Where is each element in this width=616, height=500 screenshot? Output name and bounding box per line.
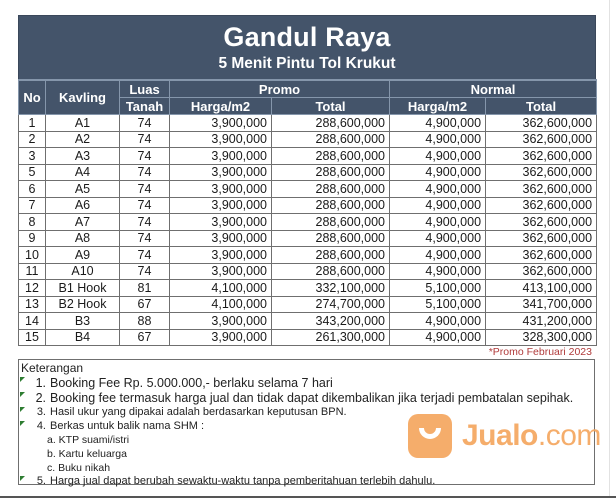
cell-luas: 74: [120, 214, 170, 231]
comment-marker-icon: [20, 407, 25, 412]
cell-promo-total: 261,300,000: [272, 329, 390, 346]
note-number: 2.: [35, 391, 46, 405]
cell-normal-total: 328,300,000: [486, 329, 597, 346]
cell-promo-harga: 3,900,000: [170, 329, 272, 346]
jualo-watermark: [408, 414, 601, 458]
cell-promo-harga: 3,900,000: [170, 164, 272, 181]
comment-marker-icon: [20, 377, 25, 382]
smile-icon: [408, 414, 452, 458]
table-row: [19, 329, 597, 346]
table-row: [19, 247, 597, 264]
cell-promo-harga: 3,900,000: [170, 115, 272, 132]
notes-heading: Keterangan: [21, 361, 84, 375]
cell-luas: 67: [120, 296, 170, 313]
cell-luas: 88: [120, 313, 170, 330]
table-row: [19, 230, 597, 247]
cell-kavling: A3: [46, 148, 120, 165]
cell-kavling: A9: [46, 247, 120, 264]
note-number: 1.: [35, 376, 46, 390]
cell-promo-total: 288,600,000: [272, 263, 390, 280]
price-sheet: [18, 15, 596, 346]
col-header-kavling: Kavling: [46, 80, 120, 115]
cell-normal-harga: 4,900,000: [390, 247, 486, 264]
cell-kavling: B4: [46, 329, 120, 346]
comment-marker-icon: [20, 392, 25, 397]
comment-marker-icon: [20, 421, 25, 426]
cell-kavling: A5: [46, 181, 120, 198]
note-subitem: c. Buku nikah: [47, 462, 111, 474]
cell-kavling: A6: [46, 197, 120, 214]
cell-promo-total: 274,700,000: [272, 296, 390, 313]
table-row: [19, 115, 597, 132]
cell-normal-total: 362,600,000: [486, 247, 597, 264]
cell-luas: 74: [120, 181, 170, 198]
title-block: [18, 15, 596, 79]
table-row: [19, 263, 597, 280]
cell-normal-total: 362,600,000: [486, 131, 597, 148]
table-row: [19, 197, 597, 214]
cell-no: 7: [19, 197, 46, 214]
page-title: Gandul Raya: [223, 22, 391, 52]
cell-normal-harga: 4,900,000: [390, 115, 486, 132]
cell-luas: 74: [120, 164, 170, 181]
promo-note: *Promo Februari 2023: [488, 346, 592, 358]
note-text: Berkas untuk balik nama SHM :: [50, 419, 205, 432]
cell-promo-total: 288,600,000: [272, 131, 390, 148]
cell-promo-harga: 4,100,000: [170, 296, 272, 313]
cell-promo-total: 332,100,000: [272, 280, 390, 297]
col-header-normal-harga: Harga/m2: [390, 98, 486, 115]
cell-promo-harga: 3,900,000: [170, 131, 272, 148]
cell-no: 11: [19, 263, 46, 280]
cell-no: 15: [19, 329, 46, 346]
cell-no: 2: [19, 131, 46, 148]
cell-normal-harga: 4,900,000: [390, 197, 486, 214]
header-row-1: [19, 80, 597, 98]
col-header-promo: Promo: [170, 80, 390, 98]
page-edge-line: [609, 0, 610, 496]
cell-promo-total: 288,600,000: [272, 214, 390, 231]
col-header-no: No: [19, 80, 46, 115]
cell-kavling: B1 Hook: [46, 280, 120, 297]
note-number: 3.: [36, 406, 46, 418]
cell-no: 10: [19, 247, 46, 264]
cell-normal-harga: 4,900,000: [390, 329, 486, 346]
col-header-promo-total: Total: [272, 98, 390, 115]
cell-normal-total: 431,200,000: [486, 313, 597, 330]
cell-promo-harga: 3,900,000: [170, 313, 272, 330]
note-text: Hasil ukur yang dipakai adalah berdasarkan keputusan BPN.: [50, 406, 347, 418]
note-item: [19, 475, 594, 489]
cell-no: 3: [19, 148, 46, 165]
cell-luas: 74: [120, 230, 170, 247]
cell-luas: 74: [120, 115, 170, 132]
cell-promo-total: 288,600,000: [272, 181, 390, 198]
cell-kavling: A8: [46, 230, 120, 247]
note-subitem: b. Kartu keluarga: [47, 448, 127, 460]
cell-normal-harga: 4,900,000: [390, 263, 486, 280]
table-row: [19, 214, 597, 231]
col-header-tanah: Tanah: [120, 98, 170, 115]
table-row: [19, 148, 597, 165]
cell-promo-harga: 4,100,000: [170, 280, 272, 297]
cell-normal-total: 362,600,000: [486, 164, 597, 181]
note-number: 5.: [36, 475, 46, 487]
cell-normal-harga: 4,900,000: [390, 148, 486, 165]
cell-normal-harga: 4,900,000: [390, 131, 486, 148]
comment-marker-icon: [20, 476, 25, 481]
cell-promo-harga: 3,900,000: [170, 247, 272, 264]
cell-normal-harga: 4,900,000: [390, 214, 486, 231]
cell-promo-harga: 3,900,000: [170, 230, 272, 247]
cell-luas: 74: [120, 197, 170, 214]
cell-normal-total: 341,700,000: [486, 296, 597, 313]
cell-luas: 81: [120, 280, 170, 297]
cell-no: 8: [19, 214, 46, 231]
cell-normal-total: 362,600,000: [486, 181, 597, 198]
cell-normal-harga: 4,900,000: [390, 313, 486, 330]
cell-luas: 74: [120, 148, 170, 165]
table-row: [19, 164, 597, 181]
cell-normal-total: 413,100,000: [486, 280, 597, 297]
cell-no: 14: [19, 313, 46, 330]
cell-promo-total: 288,600,000: [272, 148, 390, 165]
cell-promo-total: 343,200,000: [272, 313, 390, 330]
cell-promo-harga: 3,900,000: [170, 148, 272, 165]
cell-normal-harga: 5,100,000: [390, 296, 486, 313]
watermark-text: [462, 419, 601, 453]
cell-no: 13: [19, 296, 46, 313]
cell-kavling: A4: [46, 164, 120, 181]
cell-no: 6: [19, 181, 46, 198]
col-header-normal: Normal: [390, 80, 597, 98]
cell-kavling: A1: [46, 115, 120, 132]
cell-promo-harga: 3,900,000: [170, 214, 272, 231]
cell-kavling: A7: [46, 214, 120, 231]
table-row: [19, 280, 597, 297]
col-header-promo-harga: Harga/m2: [170, 98, 272, 115]
cell-promo-total: 288,600,000: [272, 164, 390, 181]
note-subitem: a. KTP suami/istri: [47, 434, 130, 446]
cell-normal-total: 362,600,000: [486, 263, 597, 280]
cell-luas: 74: [120, 131, 170, 148]
cell-promo-harga: 3,900,000: [170, 197, 272, 214]
cell-luas: 74: [120, 247, 170, 264]
cell-no: 1: [19, 115, 46, 132]
table-row: [19, 131, 597, 148]
cell-normal-harga: 4,900,000: [390, 181, 486, 198]
cell-normal-total: 362,600,000: [486, 115, 597, 132]
page-subtitle: 5 Menit Pintu Tol Krukut: [218, 55, 396, 72]
cell-no: 9: [19, 230, 46, 247]
col-header-luas: Luas: [120, 80, 170, 98]
note-text: Booking Fee Rp. 5.000.000,- berlaku selama 7 hari: [50, 376, 333, 390]
table-row: [19, 296, 597, 313]
watermark-domain: .com: [537, 419, 601, 452]
cell-normal-total: 362,600,000: [486, 214, 597, 231]
note-text: Booking fee termasuk harga jual dan tidak dapat dikembalikan jika terjadi pembatalan sepihak.: [50, 391, 574, 405]
cell-luas: 74: [120, 263, 170, 280]
cell-normal-harga: 5,100,000: [390, 280, 486, 297]
price-table: [18, 79, 597, 346]
cell-promo-total: 288,600,000: [272, 230, 390, 247]
cell-promo-total: 288,600,000: [272, 115, 390, 132]
cell-normal-total: 362,600,000: [486, 148, 597, 165]
cell-normal-harga: 4,900,000: [390, 230, 486, 247]
note-item: [19, 376, 594, 391]
cell-promo-harga: 3,900,000: [170, 263, 272, 280]
note-number: 4.: [36, 419, 46, 432]
table-row: [19, 313, 597, 330]
col-header-normal-total: Total: [486, 98, 597, 115]
cell-normal-total: 362,600,000: [486, 197, 597, 214]
cell-no: 12: [19, 280, 46, 297]
cell-kavling: A2: [46, 131, 120, 148]
cell-promo-total: 288,600,000: [272, 247, 390, 264]
cell-promo-harga: 3,900,000: [170, 181, 272, 198]
table-body: [19, 115, 597, 346]
cell-normal-total: 362,600,000: [486, 230, 597, 247]
cell-promo-total: 288,600,000: [272, 197, 390, 214]
note-text: Harga jual dapat berubah sewaktu-waktu tanpa pemberitahuan terlebih dahulu.: [50, 475, 436, 487]
cell-luas: 67: [120, 329, 170, 346]
note-item: [19, 391, 594, 406]
bottom-divider: [0, 496, 616, 498]
cell-no: 5: [19, 164, 46, 181]
cell-kavling: A10: [46, 263, 120, 280]
cell-kavling: B3: [46, 313, 120, 330]
watermark-brand: Jualo: [462, 419, 538, 452]
cell-normal-harga: 4,900,000: [390, 164, 486, 181]
table-row: [19, 181, 597, 198]
cell-kavling: B2 Hook: [46, 296, 120, 313]
